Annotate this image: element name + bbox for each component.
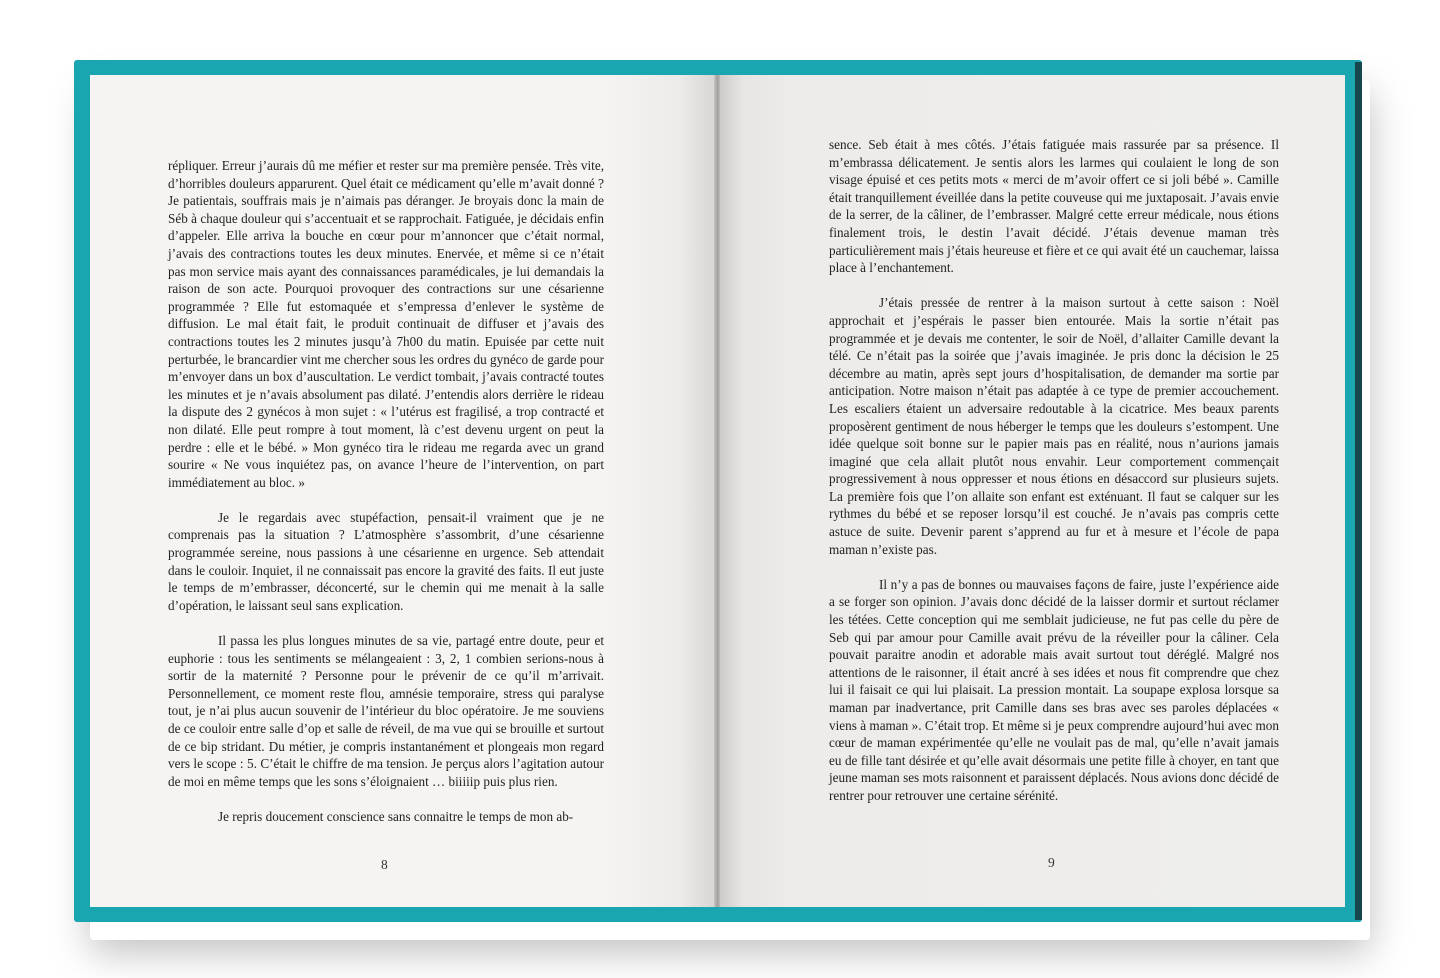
right-page — [717, 75, 1345, 907]
paragraph: sence. Seb était à mes côtés. J’étais fatiguée mais rassurée par sa présence. Il m’embrassa délicatement. Je sentis alors les larmes qui coulaient le long de son visage épuisé et ces petits mots « merci de m’avoir offert ce si joli bébé ». Camille était tranquillement éveillée dans la petite couveuse qui me juxtaposait. J’avais envie de la serrer, de la câliner, de l’embrasser. Malgré cette erreur médicale, nous étions finalement trois, le destin l’avait décidé. J’étais devenue maman très particulièrement mais j’étais heureuse et fière et ce qui avait été un cauchemar, laissa place à l’enchantement. — [829, 137, 1279, 276]
paragraph: Il passa les plus longues minutes de sa vie, partagé entre doute, peur et euphorie : tous les sentiments se mélangeaient : 3, 2, 1 combien serions-nous à sortir de la maternité ? Personne pour le prévenir de ce qu’il m’arrivait. Personnellement, ce moment reste flou, amnésie temporaire, stress qui paralyse tout, je n’ai plus aucun souvenir de l’intérieur du bloc opératoire. Je me souviens de ce couloir entre salle d’op et salle de réveil, de ma vue qui se brouille et surtout de ce bip stridant. Du métier, je compris instantanément et plongeais mon regard vers le scope : 5. C’était le chiffre de ma tension. Je perçus alors l’agitation autour de moi en même temps que les sons s’éloignaient … biiiiip puis plus rien. — [168, 633, 604, 789]
paragraph: J’étais pressée de rentrer à la maison surtout à cette saison : Noël approchait et j’espérais le passer bien entourée. Mais la sortie n’était pas programmée et je devais me contenter, le soir de Noël, d’allaiter Camille devant la télé. Ce n’était pas la soirée que j’avais imaginée. Je pris donc la décision le 25 décembre au matin, après sept jours d’hospitalisation, de demander ma sortie par anticipation. Notre maison n’était pas adaptée à ce type de premier accouchement. Les escaliers étaient un adversaire redoutable à la cicatrice. Mes beaux parents proposèrent gentiment de nous héberger le temps que les douleurs s’estompent. Une idée quelque soit bonne sur le papier mais pas en réalité, nous n’aurions jamais imaginé que cela allait plutôt nous envahir. Leur comportement commençait progressivement à nous oppresser et nous étions en désaccord sur plusieurs sujets. La première fois que l’on allaite son enfant est exténuant. Il faut se calquer sur les rythmes du bébé et se reposer lorsqu’il est couché. Je n’avais pas compris cette astuce de suite. Devenir parent s’apprend au fur et à mesure et l’école de papa maman n’existe pas. — [829, 295, 1279, 557]
paragraph: répliquer. Erreur j’aurais dû me méfier et rester sur ma première pensée. Très vite, d’horribles douleurs apparurent. Quel était ce médicament qu’elle m’avait donné ? Je patientais, souffrais mais je n’aimais pas déranger. Je broyais donc la main de Séb à chaque douleur qui s’accentuait et se rapprochait. Fatiguée, je décidais enfin d’appeler. Elle arriva la bouche en cœur pour m’annoncer que c’était normal, j’avais des contractions toutes les deux minutes. Enervée, et même si ce n’était pas mon service mais ayant des connaissances paramédicales, je lui demandais la raison de son acte. Pourquoi provoquer des contractions sur une césarienne programmée ? Elle fut estomaquée et s’empressa d’enlever le système de diffusion. Le mal était fait, le produit continuait de diffuser et j’avais des contractions toutes les 2 minutes jusqu’à 7h00 du matin. Epuisée par cette nuit perturbée, le brancardier vint me chercher sous les ordres du gynéco de garde pour m’envoyer dans un box d’auscultation. Le verdict tombait, j’avais contracté toutes les minutes et je n’avais absolument pas dilaté. J’entendis alors derrière le rideau la dispute des 2 gynécos à mon sujet : « l’utérus est fragilisé, a trop contracté et non dilaté. Elle peut rompre à tout moment, là c’est devenu urgent on peut la perdre : elle et le bébé. » Mon gynéco tira le rideau me regarda avec un grand sourire « Ne vous inquiétez pas, on avance l’heure de l’intervention, on part immédiatement au bloc. » — [168, 158, 604, 490]
left-page-text — [168, 157, 604, 843]
paragraph: Je repris doucement conscience sans connaitre le temps de mon ab- — [218, 808, 574, 824]
book-gutter — [714, 75, 720, 907]
paragraph: Je le regardais avec stupéfaction, pensait-il vraiment que je ne comprenais pas la situation ? L’atmosphère s’assombrit, d’une césarienne programmée sereine, nous passions à une césarienne en urgence. Seb attendait dans le couloir. Inquiet, il ne connaissait pas encore la gravité des faits. Il eut juste le temps de m’embrasser, déconcerté, sur le chemin qui me menait à la salle d’opération, le laissant seul sans explication. — [168, 509, 604, 613]
left-page — [90, 75, 717, 907]
paragraph: Il n’y a pas de bonnes ou mauvaises façons de faire, juste l’expérience aide a se forger son opinion. J’avais donc décidé de la laisser dormir et surtout réclamer les tétées. Cette conception qui me semblait judicieuse, ne fut pas celle du père de Seb qui par amour pour Camille avait prévu de la réveiller pour la câliner. Cela pouvait paraitre anodin et adorable mais avait surtout tout déréglé. Malgré nos attentions de le raisonner, il était ancré à ses idées et nous fit comprendre que chez lui il faisait ce qui lui plaisait. La pression montait. La soupape explosa lorsque sa maman par inadvertance, prit Camille dans ses bras avec ses paroles déplacées « viens à maman ». C’était trop. Et même si je peux comprendre aujourd’hui avec mon cœur de maman expérimentée qu’elle ne voulait pas de mal, qu’elle n’avait jamais eu de fille tant désirée et qu’elle avait désormais une petite fille à choyer, en tant que jeune maman ses mots raisonnent et paraissent déplacés. Nous avions donc décidé de rentrer pour retrouver une certaine sérénité. — [829, 576, 1279, 803]
page-number: 9 — [1048, 855, 1055, 870]
cover-edge — [1355, 62, 1362, 920]
right-page-text — [829, 136, 1279, 822]
page-number: 8 — [381, 857, 388, 872]
